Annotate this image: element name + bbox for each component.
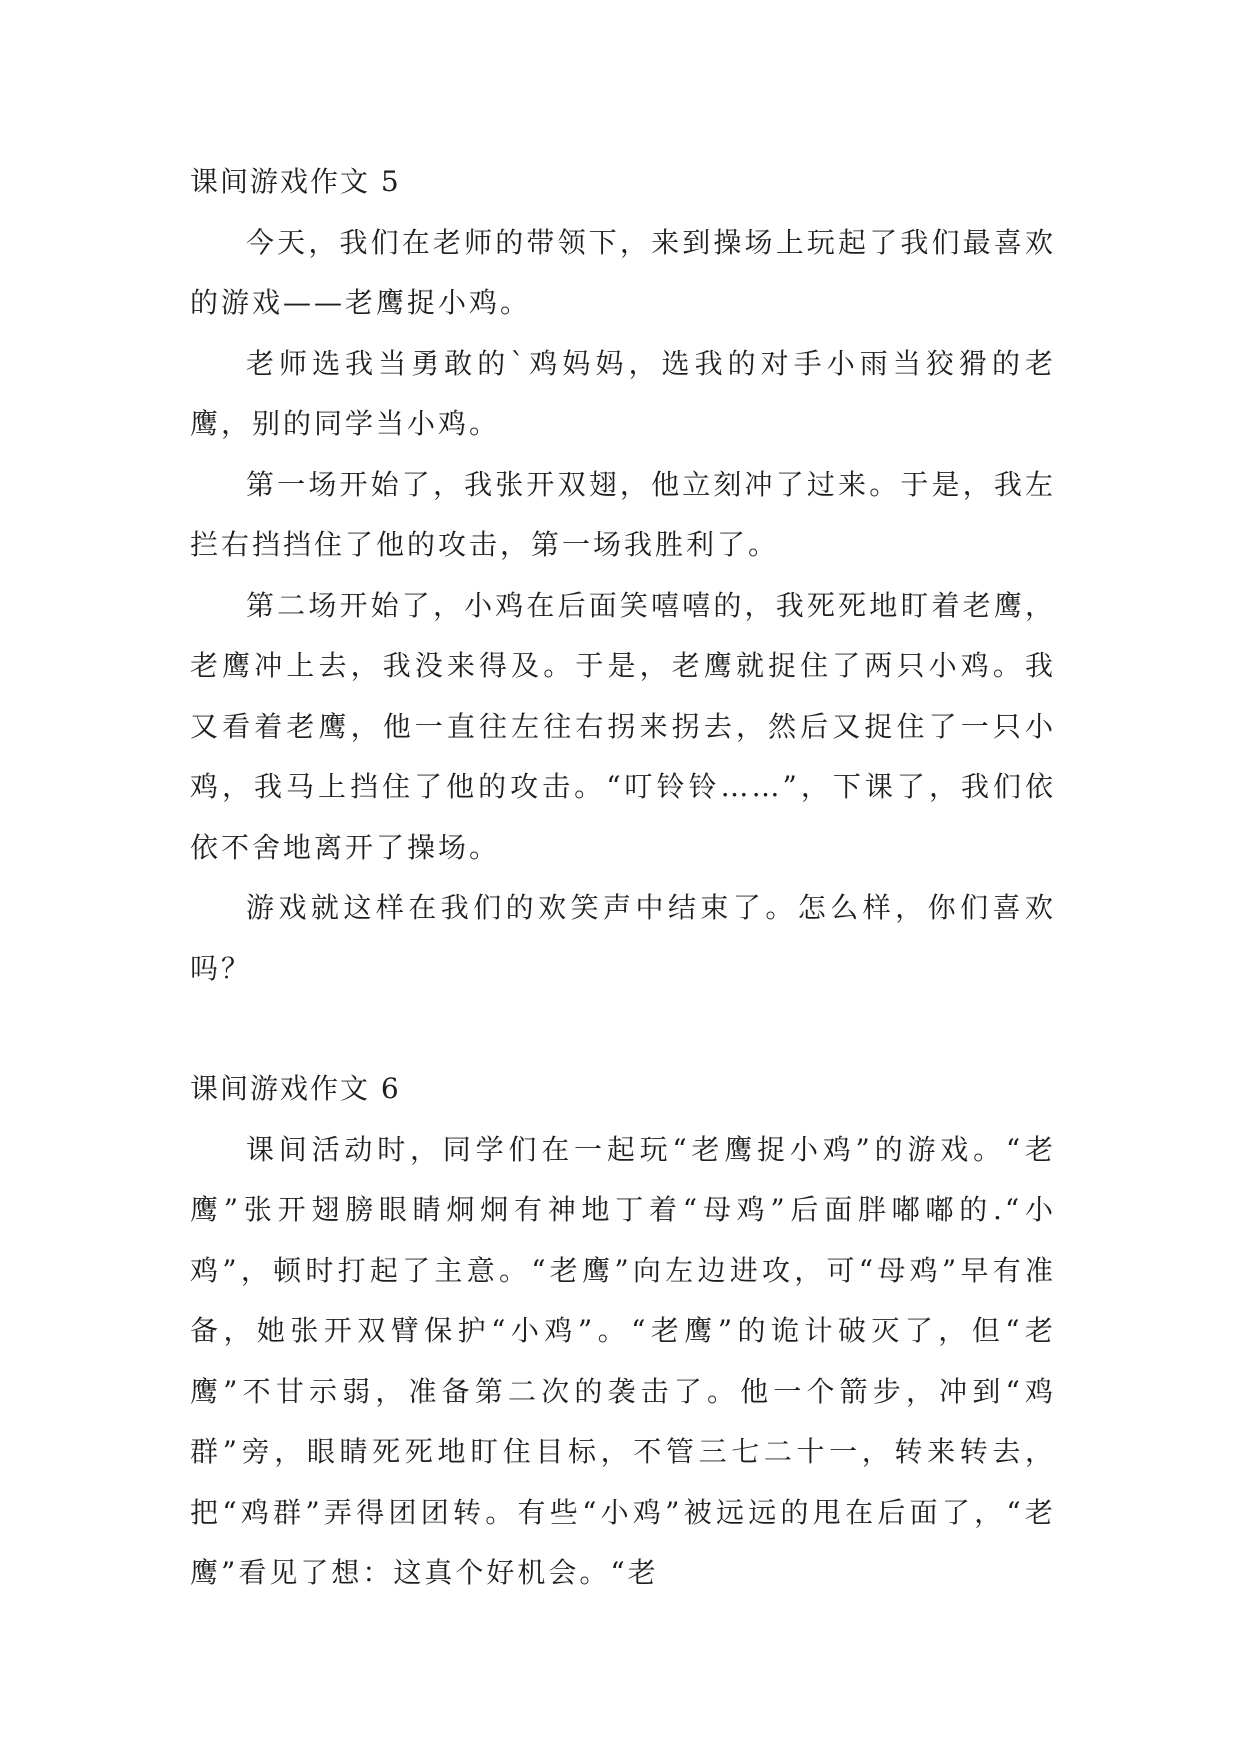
essay-paragraph: 第一场开始了，我张开双翅，他立刻冲了过来。于是，我左拦右挡挡住了他的攻击，第一场我胜利了。 <box>190 467 1056 561</box>
essay-title: 课间游戏作文 5 <box>190 165 401 198</box>
document-body <box>190 152 1056 1604</box>
essay-5 <box>190 152 1056 999</box>
essay-paragraph: 老师选我当勇敢的`鸡妈妈，选我的对手小雨当狡猾的老鹰，别的同学当小鸡。 <box>190 346 1056 440</box>
essay-title: 课间游戏作文 6 <box>190 1072 401 1105</box>
essay-paragraph: 课间活动时，同学们在一起玩“老鹰捉小鸡”的游戏。“老鹰”张开翅膀眼睛炯炯有神地丁着“母鸡”后面胖嘟嘟的.“小鸡”，顿时打起了主意。“老鹰”向左边进攻，可“母鸡”早有准备，她张开双臂保护“小鸡”。“老鹰”的诡计破灭了，但“老鹰”不甘示弱，准备第二次的袭击了。他一个箭步，冲到“鸡群”旁，眼睛死死地盯住目标，不管三七二十一，转来转去，把“鸡群”弄得团团转。有些“小鸡”被远远的甩在后面了，“老鹰”看见了想：这真个好机会。“老 <box>190 1132 1056 1589</box>
essay-paragraph: 第二场开始了，小鸡在后面笑嘻嘻的，我死死地盯着老鹰，老鹰冲上去，我没来得及。于是，老鹰就捉住了两只小鸡。我又看着老鹰，他一直往左往右拐来拐去，然后又捉住了一只小鸡，我马上挡住了他的攻击。“叮铃铃……”，下课了，我们依依不舍地离开了操场。 <box>190 588 1056 864</box>
section-spacer <box>190 999 1056 1059</box>
essay-paragraph: 游戏就这样在我们的欢笑声中结束了。怎么样，你们喜欢吗？ <box>190 891 1056 985</box>
essay-paragraph: 今天，我们在老师的带领下，来到操场上玩起了我们最喜欢的游戏——老鹰捉小鸡。 <box>190 225 1056 319</box>
essay-6 <box>190 1059 1056 1604</box>
